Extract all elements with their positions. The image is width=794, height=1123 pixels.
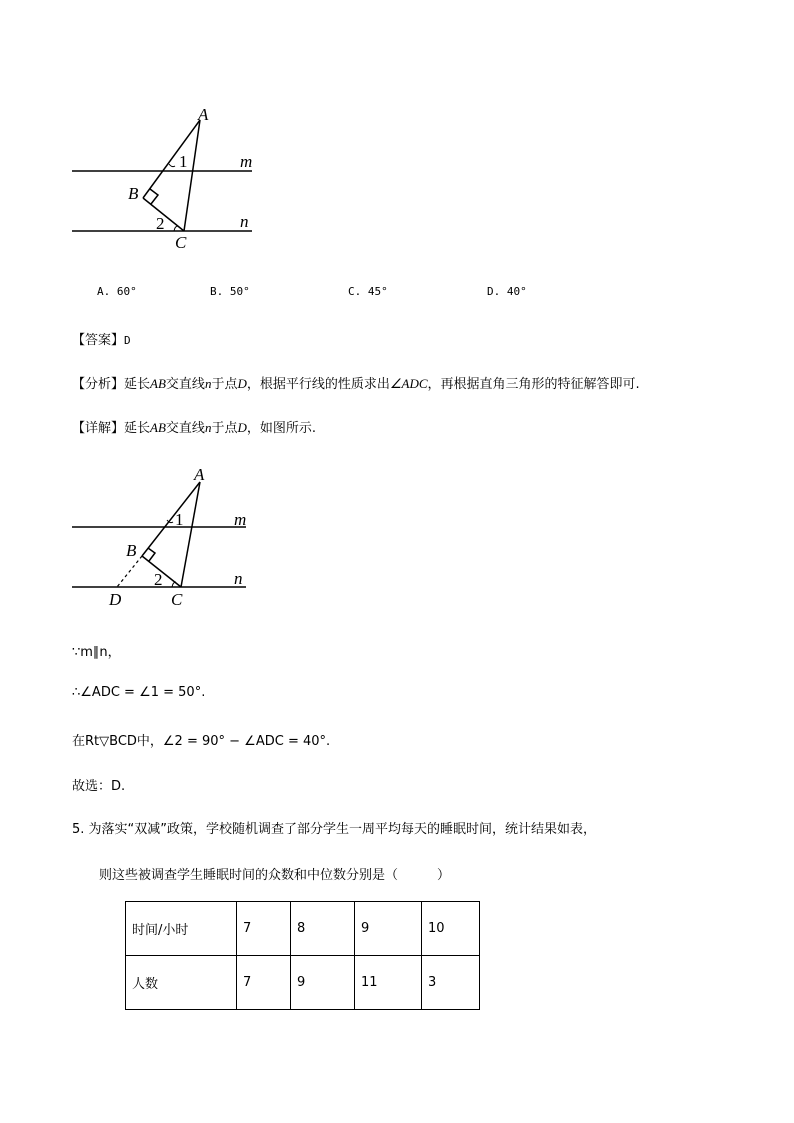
option-d: D. 40°	[487, 285, 527, 298]
geometry-figure-2	[0, 460, 794, 620]
right-angle-mark	[148, 548, 155, 561]
label-C: C	[171, 590, 183, 609]
step-4: 故选：D.	[72, 779, 126, 794]
detail-n: n	[204, 420, 212, 435]
label-A: A	[198, 105, 209, 124]
right-angle-mark	[150, 189, 158, 204]
analysis-d: D	[237, 376, 247, 391]
analysis-text-5: ，再根据直角三角形的特征解答即可.	[427, 377, 640, 392]
table-cell: 7	[237, 956, 291, 1010]
label-C: C	[175, 233, 187, 252]
analysis-text-3: 于点	[211, 377, 238, 392]
label-m: m	[234, 510, 247, 529]
geometry-figure-1	[0, 0, 794, 260]
table-cell: 人数	[126, 956, 237, 1010]
analysis-text-4: ，根据平行线的性质求出	[246, 377, 390, 392]
table-row	[126, 956, 480, 1010]
label-n: n	[234, 569, 243, 588]
step-1: ∵m∥n，	[72, 645, 121, 660]
label-2: 2	[154, 570, 163, 589]
sleep-time-table	[125, 901, 480, 1010]
answer-tag: 【答案】	[72, 333, 125, 348]
option-b: B. 50°	[210, 285, 250, 298]
segment-AC	[181, 482, 200, 587]
question-5-line-2: 则这些被调查学生睡眠时间的众数和中位数分别是（ ）	[99, 868, 451, 883]
table-cell: 8	[291, 902, 355, 956]
detail-tag: 【详解】	[72, 421, 125, 436]
segment-AB	[142, 482, 200, 556]
angle-1-arc	[169, 164, 175, 167]
segment-BD-dashed	[117, 556, 142, 587]
table-cell: 11	[355, 956, 422, 1010]
analysis-text-2: 交直线	[165, 377, 205, 392]
detail-text-3: 于点	[211, 421, 238, 436]
detail-line	[72, 417, 316, 436]
step-3: 在Rt▽BCD中，∠2 = 90° − ∠ADC = 40°.	[72, 734, 331, 749]
option-c: C. 45°	[348, 285, 388, 298]
detail-text-2: 交直线	[165, 421, 205, 436]
table-cell: 7	[237, 902, 291, 956]
label-n: n	[240, 212, 249, 231]
table-row	[126, 902, 480, 956]
detail-d: D	[237, 420, 247, 435]
answer-line	[72, 329, 131, 348]
label-2: 2	[156, 214, 165, 233]
label-A: A	[194, 465, 205, 484]
label-1: 1	[179, 152, 188, 171]
detail-ab: AB	[150, 420, 166, 435]
detail-text-4: ，如图所示.	[246, 421, 316, 436]
answer-value: D	[124, 334, 131, 347]
label-m: m	[240, 152, 253, 171]
option-a: A. 60°	[97, 285, 137, 298]
analysis-tag: 【分析】	[72, 377, 125, 392]
table-cell: 9	[355, 902, 422, 956]
analysis-text-1: 延长	[124, 377, 151, 392]
label-D: D	[109, 590, 122, 609]
question-5-line-1: 5. 为落实“双减”政策，学校随机调查了部分学生一周平均每天的睡眠时间，统计结果如表，	[72, 822, 597, 837]
table-cell: 3	[422, 956, 480, 1010]
detail-text-1: 延长	[124, 421, 151, 436]
label-B: B	[128, 184, 139, 203]
segment-AC	[184, 120, 200, 231]
label-B: B	[126, 541, 137, 560]
step-2: ∴∠ADC = ∠1 = 50°.	[72, 685, 206, 700]
analysis-line	[72, 373, 640, 392]
table-cell: 10	[422, 902, 480, 956]
segment-AB	[143, 120, 200, 198]
table-cell: 9	[291, 956, 355, 1010]
label-1: 1	[175, 510, 184, 529]
analysis-ab: AB	[150, 376, 166, 391]
analysis-angle: ∠ADC	[389, 376, 428, 391]
analysis-n: n	[204, 376, 212, 391]
table-cell: 时间/小时	[126, 902, 237, 956]
